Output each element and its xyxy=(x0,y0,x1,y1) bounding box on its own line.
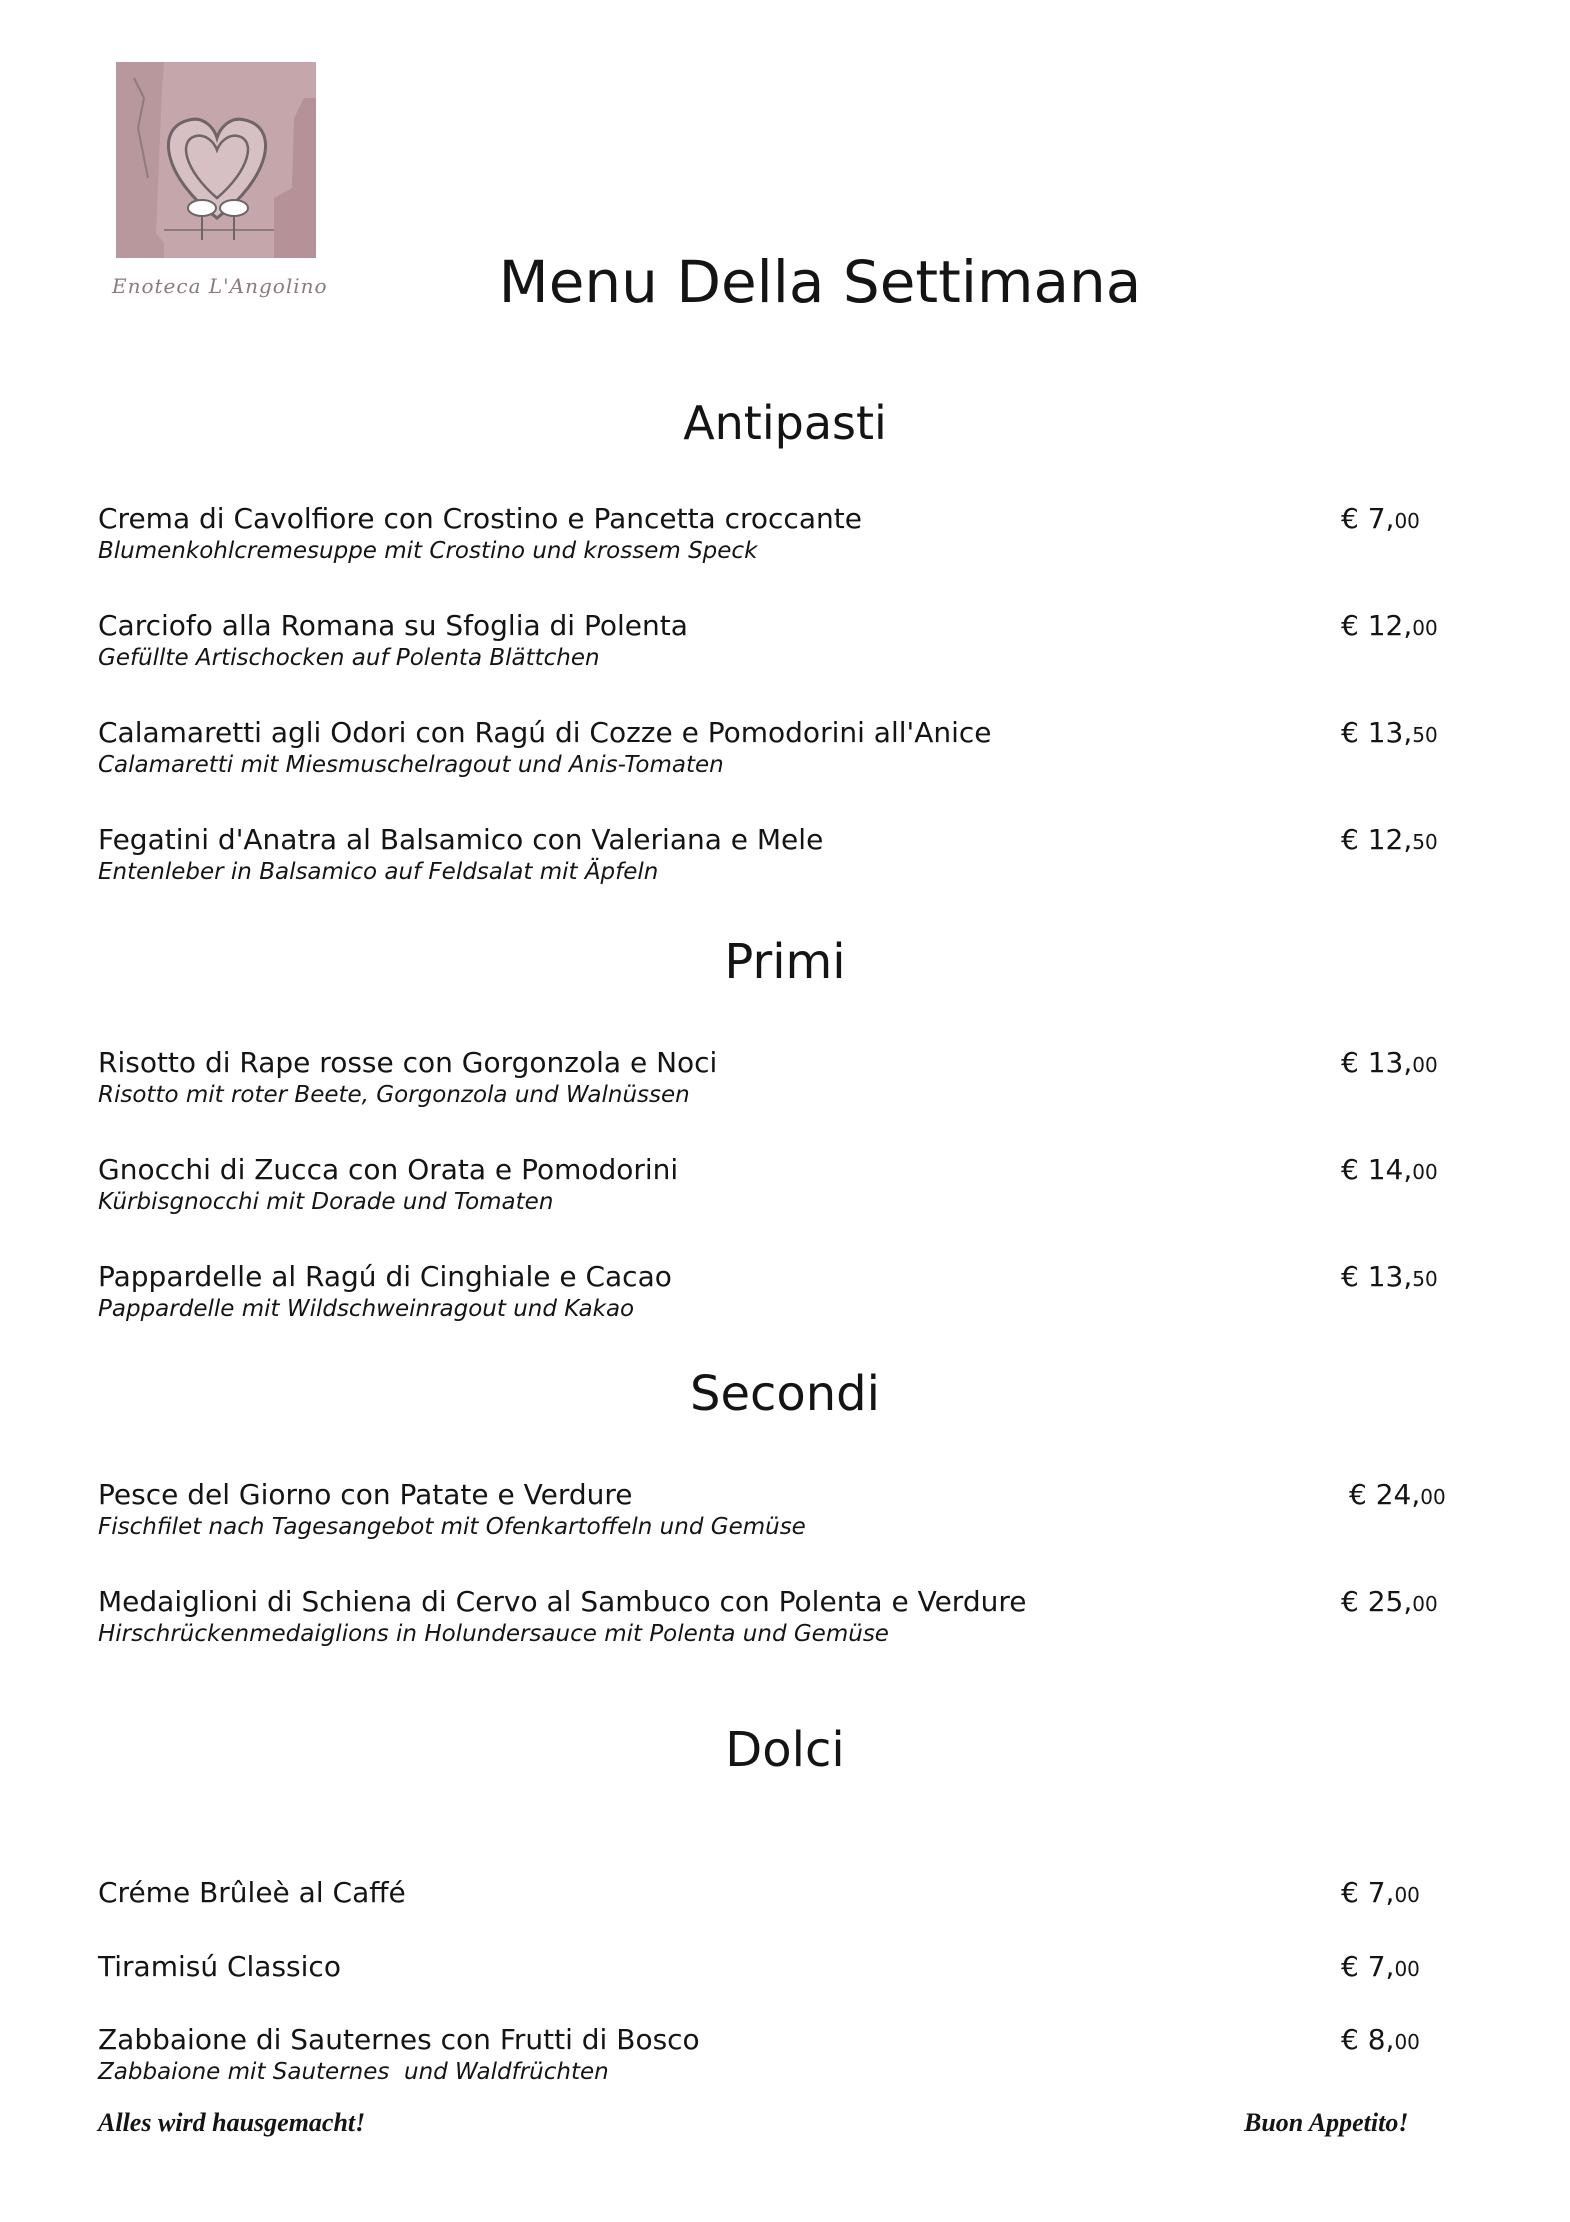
dish-price xyxy=(1341,609,1438,645)
dish-description: Pappardelle mit Wildschweinragout und Kakao xyxy=(98,1296,635,1322)
menu-item xyxy=(98,1153,1478,1217)
dish-price xyxy=(1341,2023,1420,2059)
dish-price xyxy=(1341,716,1438,752)
price-cents: 50 xyxy=(1412,830,1438,854)
menu-item xyxy=(98,1876,1478,1910)
price-main: € 13, xyxy=(1341,716,1413,749)
price-cents: 50 xyxy=(1412,723,1438,747)
price-main: € 7, xyxy=(1341,502,1395,535)
price-cents: 00 xyxy=(1394,1957,1420,1981)
price-cents: 00 xyxy=(1394,509,1420,533)
menu-item xyxy=(98,1950,1478,1984)
menu-item xyxy=(98,1260,1478,1324)
price-cents: 00 xyxy=(1412,1053,1438,1077)
price-main: € 13, xyxy=(1341,1260,1413,1293)
dish-price xyxy=(1341,1260,1438,1296)
price-cents: 00 xyxy=(1394,2030,1420,2054)
menu-item xyxy=(98,2023,1478,2087)
menu-item xyxy=(98,716,1478,780)
price-main: € 13, xyxy=(1341,1046,1413,1079)
price-main: € 24, xyxy=(1349,1478,1421,1511)
dish-name: Pesce del Giorno con Patate e Verdure xyxy=(98,1478,633,1511)
dish-name: Crema di Cavolfiore con Crostino e Pancetta croccante xyxy=(98,502,862,535)
menu-item xyxy=(98,1478,1478,1542)
dish-name: Risotto di Rape rosse con Gorgonzola e Noci xyxy=(98,1046,718,1079)
footer-buon-appetito: Buon Appetito! xyxy=(1244,2108,1409,2137)
price-cents: 00 xyxy=(1420,1485,1446,1509)
dish-description: Risotto mit roter Beete, Gorgonzola und Walnüssen xyxy=(98,1082,690,1108)
dish-name: Pappardelle al Ragú di Cinghiale e Cacao xyxy=(98,1260,672,1293)
dish-name: Carciofo alla Romana su Sfoglia di Polenta xyxy=(98,609,688,642)
price-cents: 50 xyxy=(1412,1267,1438,1291)
price-main: € 7, xyxy=(1341,1950,1395,1983)
dish-price xyxy=(1341,823,1438,859)
dish-name: Tiramisú Classico xyxy=(98,1950,341,1983)
section-heading-antipasti: Antipasti xyxy=(683,396,887,450)
price-cents: 00 xyxy=(1394,1883,1420,1907)
menu-item xyxy=(98,609,1478,673)
price-main: € 25, xyxy=(1341,1585,1413,1618)
logo-graphic xyxy=(104,58,330,268)
dish-price xyxy=(1341,1950,1420,1986)
dish-description: Hirschrückenmedaiglions in Holundersauce mit Polenta und Gemüse xyxy=(98,1621,889,1647)
dish-description: Entenleber in Balsamico auf Feldsalat mit Äpfeln xyxy=(98,859,659,885)
logo-text: Enoteca L'Angolino xyxy=(112,274,328,298)
dish-price xyxy=(1341,1876,1420,1912)
price-main: € 12, xyxy=(1341,823,1413,856)
dish-name: Medaiglioni di Schiena di Cervo al Sambuco con Polenta e Verdure xyxy=(98,1585,1027,1618)
menu-item xyxy=(98,1585,1478,1649)
price-main: € 8, xyxy=(1341,2023,1395,2056)
menu-item xyxy=(98,823,1478,887)
dish-description: Fischfilet nach Tagesangebot mit Ofenkartoffeln und Gemüse xyxy=(98,1514,806,1540)
price-cents: 00 xyxy=(1412,616,1438,640)
section-heading-secondi: Secondi xyxy=(690,1366,880,1422)
dish-name: Créme Brûleè al Caffé xyxy=(98,1876,406,1909)
price-main: € 7, xyxy=(1341,1876,1395,1909)
dish-price xyxy=(1349,1478,1446,1514)
section-heading-primi: Primi xyxy=(724,934,846,990)
restaurant-logo xyxy=(104,58,330,312)
menu-item xyxy=(98,502,1478,566)
dish-description: Kürbisgnocchi mit Dorade und Tomaten xyxy=(98,1189,554,1215)
price-cents: 00 xyxy=(1412,1160,1438,1184)
footer-homemade-note: Alles wird hausgemacht! xyxy=(98,2108,366,2137)
section-heading-dolci: Dolci xyxy=(725,1722,845,1778)
dish-price xyxy=(1341,502,1420,538)
menu-item xyxy=(98,1046,1478,1110)
price-main: € 14, xyxy=(1341,1153,1413,1186)
dish-description: Calamaretti mit Miesmuschelragout und Anis-Tomaten xyxy=(98,752,724,778)
price-cents: 00 xyxy=(1412,1592,1438,1616)
dish-description: Blumenkohlcremesuppe mit Crostino und krossem Speck xyxy=(98,538,758,564)
dish-description: Gefüllte Artischocken auf Polenta Blättchen xyxy=(98,645,600,671)
dish-price xyxy=(1341,1585,1438,1621)
dish-name: Calamaretti agli Odori con Ragú di Cozze e Pomodorini all'Anice xyxy=(98,716,992,749)
dish-price xyxy=(1341,1046,1438,1082)
dish-description: Zabbaione mit Sauternes und Waldfrüchten xyxy=(98,2059,609,2085)
dish-price xyxy=(1341,1153,1438,1189)
dish-name: Zabbaione di Sauternes con Frutti di Bosco xyxy=(98,2023,700,2056)
dish-name: Gnocchi di Zucca con Orata e Pomodorini xyxy=(98,1153,679,1186)
price-main: € 12, xyxy=(1341,609,1413,642)
dish-name: Fegatini d'Anatra al Balsamico con Valeriana e Mele xyxy=(98,823,824,856)
menu-title: Menu Della Settimana xyxy=(498,248,1142,316)
